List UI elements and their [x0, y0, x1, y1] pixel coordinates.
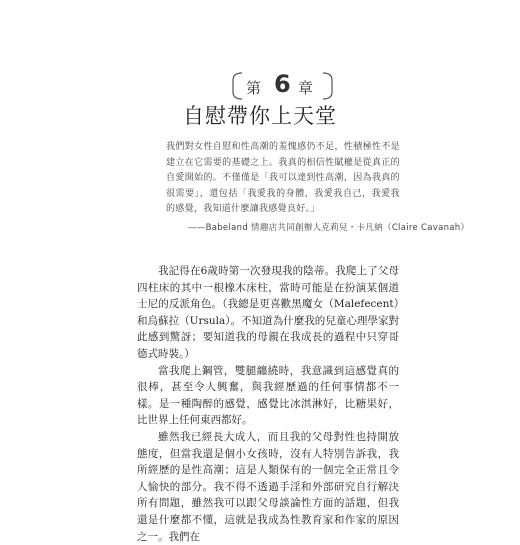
body-paragraph: 雖然我已經長大成人，而且我的父母對性也持開放態度，但當我還是個小女孩時，沒有人特別告訴我，我所經歷的是性高潮；這是人類保有的一個完全正常且令人愉快的部分。我不得不透過手淫和外部研究自行解決所有問題，雖然我可以跟父母談論性方面的話題，但我還是什麼都不懂，這就是我成為性教育家和作家的原因之一。我們在 [137, 430, 399, 543]
chapter-number: 6 [274, 70, 291, 98]
epigraph [166, 140, 470, 236]
chapter-title: 自慰帶你上天堂 [183, 104, 337, 128]
chapter-header [230, 70, 335, 102]
chapter-suffix: 章 [298, 79, 314, 97]
body-paragraph: 當我爬上鋼管，雙腿纏繞時，我意識到這感覺真的很棒，甚至令人興奮，與我經歷過的任何事情都不一樣。是一種陶醉的感覺，感覺比冰淇淋好，比糖果好，比世界上任何東西都好。 [137, 364, 399, 427]
body-text [137, 263, 399, 545]
epigraph-attribution: ——Babeland 情趣店共同創辦人克莉兒・卡凡納（Claire Cavanah） [188, 222, 470, 233]
epigraph-quote: 我們對女性自慰和性高潮的羞愧感仍不足，性積極性不是建立在它需要的基礎之上。我真的相信性賦權是從真正的自愛開始的。不僅僅是「我可以達到性高潮，因為我真的很需要」，還包括「我愛我的身體，我愛我自己，我愛我的感覺，我知道什麼讓我感覺良好。」 [166, 142, 400, 214]
body-paragraph: 我記得在6歲時第一次發現我的陰蒂。我爬上了父母四柱床的其中一根橡木床柱，當時可能是在扮演某個道士尼的反派角色。（我總是更喜歡黑魔女（Malefecent）和烏蘇拉（Ursula）。不知道為什麼我的兒童心理學家對此感到驚訝；要知道我的母親在我成長的過程中只穿哥德式時裝。） [137, 265, 399, 360]
chapter-prefix: 第 [246, 79, 262, 97]
